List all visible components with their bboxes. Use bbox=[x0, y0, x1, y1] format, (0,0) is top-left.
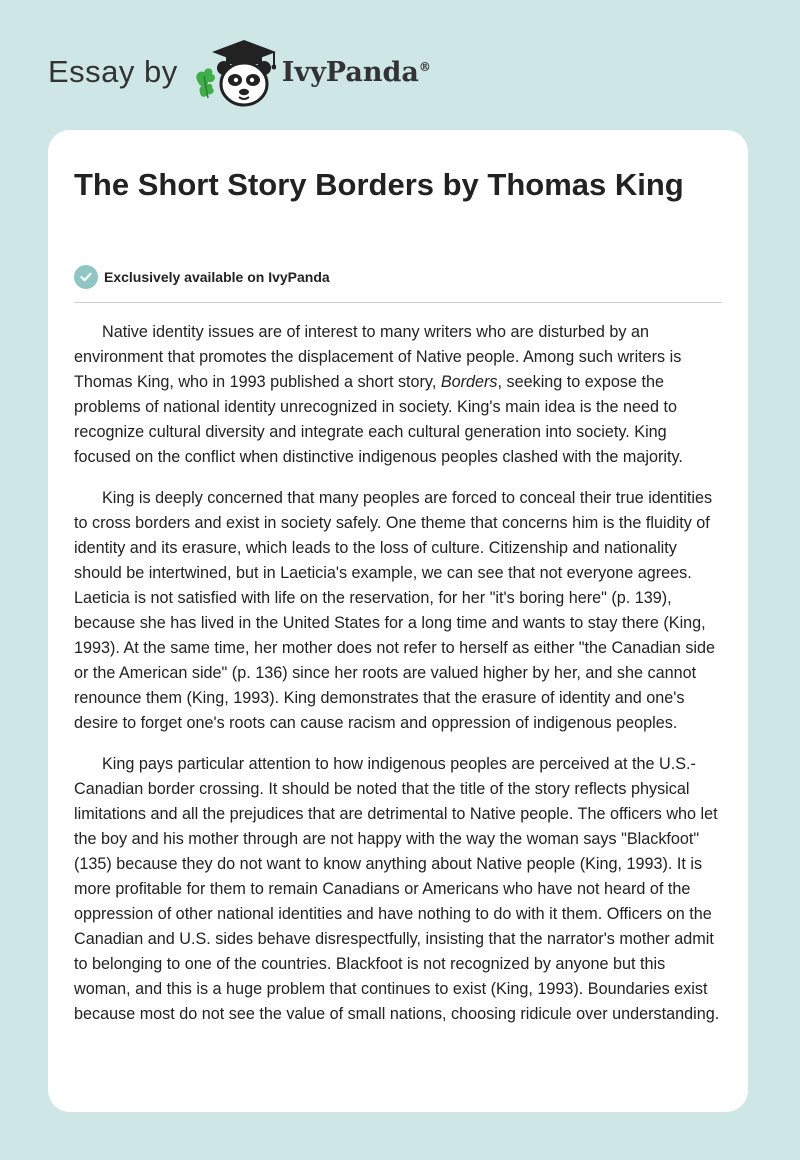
panda-graduate-icon bbox=[192, 36, 276, 108]
exclusive-label: Exclusively available on IvyPanda bbox=[104, 269, 330, 285]
essay-title: The Short Story Borders by Thomas King bbox=[74, 167, 684, 202]
essay-body bbox=[74, 320, 726, 1043]
divider bbox=[74, 302, 722, 303]
registered-mark: ® bbox=[418, 59, 431, 74]
brand-name-text: IvyPanda bbox=[281, 56, 419, 88]
site-header bbox=[48, 36, 431, 108]
check-icon bbox=[74, 265, 98, 289]
ivypanda-logo-link[interactable] bbox=[192, 36, 431, 108]
story-title-emphasis: Borders bbox=[440, 373, 498, 391]
essay-by-label: Essay by bbox=[48, 54, 178, 89]
paragraph: King is deeply concerned that many peoples are forced to conceal their true identities to cross borders and exist in society safely. One theme that concerns him is the fluidity of identity and its erasure, which leads to the loss of culture. Citizenship and nationality should be intertwined, but in Laeticia's example, we can see that not everyone agrees. Laeticia is not satisfied with life on the reservation, for her "it's boring here" (p. 139), because she has lived in the United States for a long time and wants to stay there (King, 1993). At the same time, her mother does not refer to herself as either "the Canadian side or the American side" (p. 136) since her roots are valued higher by her, and she cannot renounce them (King, 1993). King demonstrates that the erasure of identity and one's desire to forget one's roots can cause racism and oppression of indigenous peoples. bbox=[74, 489, 716, 732]
ivy-leaf-icon bbox=[196, 68, 215, 98]
brand-name bbox=[282, 57, 431, 88]
paragraph: King pays particular attention to how indigenous peoples are perceived at the U.S.-Canadian border crossing. It should be noted that the title of the story reflects physical limitations and all the prejudices that are detrimental to Native people. The officers who let the boy and his mother through are not happy with the way the woman says "Blackfoot" (135) because they do not want to know anything about Native people (King, 1993). It is more profitable for them to remain Canadians or Americans who have not heard of the oppression of other national identities and have nothing to do with it them. Officers on the Canadian and U.S. sides behave disrespectfully, insisting that the narrator's mother admit to belonging to one of the countries. Blackfoot is not recognized by anyone but this woman, and this is a huge problem that continues to exist (King, 1993). Boundaries exist because most do not see the value of small nations, choosing ridicule over understanding. bbox=[74, 755, 720, 1023]
paragraph bbox=[74, 320, 726, 470]
exclusive-badge bbox=[74, 265, 330, 289]
essay-card bbox=[48, 130, 748, 1112]
paragraph-text: Native identity issues are of interest to many writers who are disturbed by an environment that promotes the displacement of Native people. Among such writers is Thomas King, who in 1993 published a short story, bbox=[74, 323, 682, 391]
paragraph-text: , seeking to expose the problems of national identity unrecognized in society. King's main idea is the need to recognize cultural diversity and integrate each cultural generation into society. King focused on the conflict when distinctive indigenous peoples clashed with the majority. bbox=[74, 373, 683, 466]
